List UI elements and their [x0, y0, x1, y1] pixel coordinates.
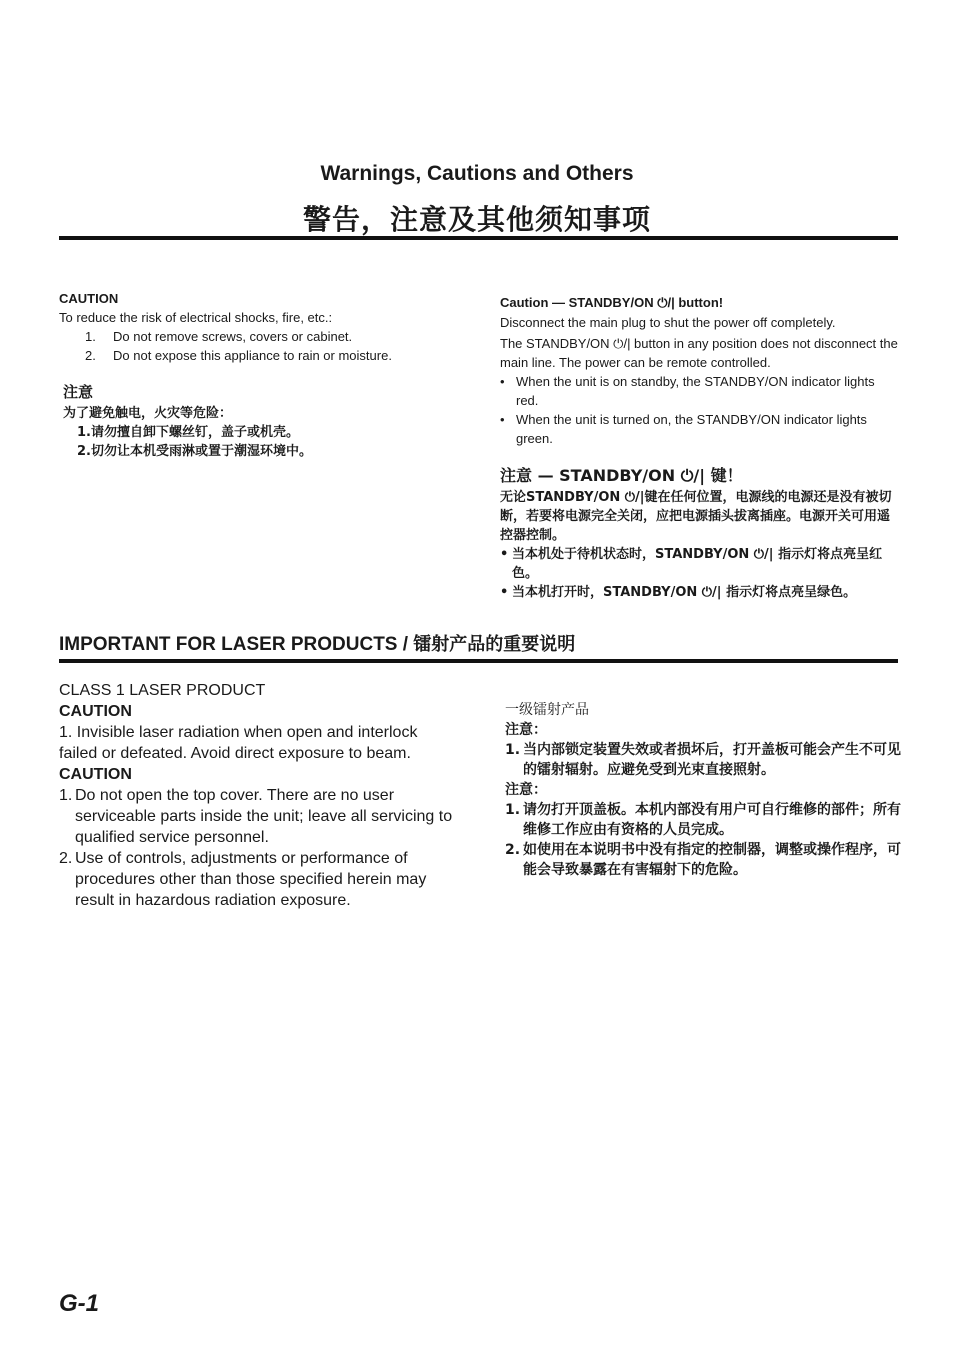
item-text: Invisible laser radiation when open and interlock failed or defeated. Avoid direct exposure to beam.	[59, 724, 418, 762]
list-item	[59, 785, 459, 848]
standby-en-block	[500, 295, 900, 448]
list-item	[500, 372, 900, 410]
list-item: 1.请勿擅自卸下螺丝钉，盖子或机壳。	[77, 425, 299, 440]
item-text: Use of controls, adjustments or performance of procedures other than those specified herein may result in hazardous radiation exposure.	[75, 850, 427, 909]
list-item	[59, 722, 459, 764]
list-item	[500, 545, 900, 583]
list-item	[505, 840, 903, 880]
item-number: 1.	[85, 329, 96, 344]
caution-en-intro: To reduce the risk of electrical shocks, fire, etc.:	[59, 310, 333, 325]
list-item	[500, 583, 900, 602]
caution-en-block	[59, 291, 459, 365]
laser-heading-en: IMPORTANT FOR LASER PRODUCTS /	[59, 634, 414, 655]
laser-class-zh: 一级镭射产品	[505, 702, 589, 718]
bullet-icon: •	[500, 547, 509, 562]
laser-caution1-en: CAUTION	[59, 703, 132, 720]
standby-en-bullets	[500, 372, 900, 448]
laser-class-en: CLASS 1 LASER PRODUCT	[59, 682, 266, 699]
laser-section-heading	[59, 630, 575, 656]
laser-heading-zh: 镭射产品的重要说明	[413, 634, 576, 655]
list-item: 2.切勿让本机受雨淋或置于潮湿环境中。	[77, 444, 312, 459]
laser-c1-list-en	[59, 722, 459, 764]
list-item	[59, 346, 459, 365]
laser-en-block	[59, 680, 459, 911]
item-text: When the unit is turned on, the STANDBY/ON indicator lights green.	[516, 412, 867, 446]
item-text: When the unit is on standby, the STANDBY/ON indicator lights red.	[516, 374, 875, 408]
item-number: 1.	[59, 724, 73, 741]
standby-zh-para: 无论STANDBY/ON ⏻/|键在任何位置，电源线的电源还是没有被切断，若要将电源完全关闭，应把电源插头拔离插座。电源开关可用遥控器控制。	[500, 490, 892, 543]
standby-zh-heading: 注意 — STANDBY/ON ⏻/| 键！	[500, 466, 743, 485]
caution-en-list	[59, 327, 459, 365]
item-number: 2.	[85, 348, 96, 363]
page-title-zh: 警告，注意及其他须知事项	[302, 203, 651, 236]
item-text: 当本机打开时，STANDBY/ON ⏻/| 指示灯将点亮呈绿色。	[512, 585, 857, 600]
list-item	[59, 327, 459, 346]
item-text: Do not remove screws, covers or cabinet.	[113, 329, 353, 344]
laser-caution1-zh: 注意：	[505, 722, 547, 738]
item-text: 当本机处于待机状态时，STANDBY/ON ⏻/| 指示灯将点亮呈红色。	[512, 547, 883, 581]
item-number: 1.	[59, 787, 73, 804]
standby-en-heading: Caution — STANDBY/ON ⏻/| button!	[500, 295, 724, 310]
laser-caution2-en: CAUTION	[59, 766, 132, 783]
item-number: 2.	[59, 850, 73, 867]
caution-zh-intro: 为了避免触电，火灾等危险：	[63, 406, 233, 421]
caution-zh-heading: 注意	[63, 383, 94, 401]
caution-en-heading: CAUTION	[59, 291, 119, 306]
item-number: 1.	[505, 742, 521, 758]
laser-c1-list-zh	[505, 740, 903, 780]
item-text-wrap	[59, 722, 459, 764]
item-number: 1.	[505, 802, 521, 818]
laser-zh-block	[505, 700, 903, 880]
standby-zh-block	[500, 463, 900, 602]
standby-en-para2: The STANDBY/ON ⏻/| button in any position does not disconnect the main line. The power can be remote controlled.	[500, 336, 898, 370]
bullet-icon: •	[500, 374, 505, 389]
list-item	[505, 740, 903, 780]
laser-c2-list-zh	[505, 800, 903, 880]
laser-divider	[59, 659, 898, 663]
bullet-icon: •	[500, 585, 509, 600]
standby-en-para1: Disconnect the main plug to shut the power off completely.	[500, 315, 836, 330]
title-divider	[59, 236, 898, 240]
item-text: Do not expose this appliance to rain or moisture.	[113, 348, 392, 363]
laser-c2-list-en	[59, 785, 459, 911]
caution-zh-block	[63, 381, 463, 461]
item-text: Do not open the top cover. There are no user serviceable parts inside the unit; leave all servicing to qualified service personnel.	[75, 787, 453, 846]
item-number: 2.	[505, 842, 521, 858]
item-text: 当内部锁定装置失效或者损坏后，打开盖板可能会产生不可见的镭射辐射。应避免受到光束直接照射。	[523, 742, 901, 778]
list-item	[59, 848, 459, 911]
page-number: G-1	[59, 1290, 100, 1317]
page-title-en: Warnings, Cautions and Others	[320, 162, 634, 185]
item-text: 如使用在本说明书中没有指定的控制器，调整或操作程序，可能会导致暴露在有害辐射下的危险。	[523, 842, 901, 878]
laser-caution2-zh: 注意：	[505, 782, 547, 798]
list-item	[505, 800, 903, 840]
standby-zh-bullets	[500, 545, 900, 602]
list-item	[500, 410, 900, 448]
bullet-icon: •	[500, 412, 505, 427]
item-text: 请勿打开顶盖板。本机内部没有用户可自行维修的部件；所有维修工作应由有资格的人员完成。	[523, 802, 901, 838]
